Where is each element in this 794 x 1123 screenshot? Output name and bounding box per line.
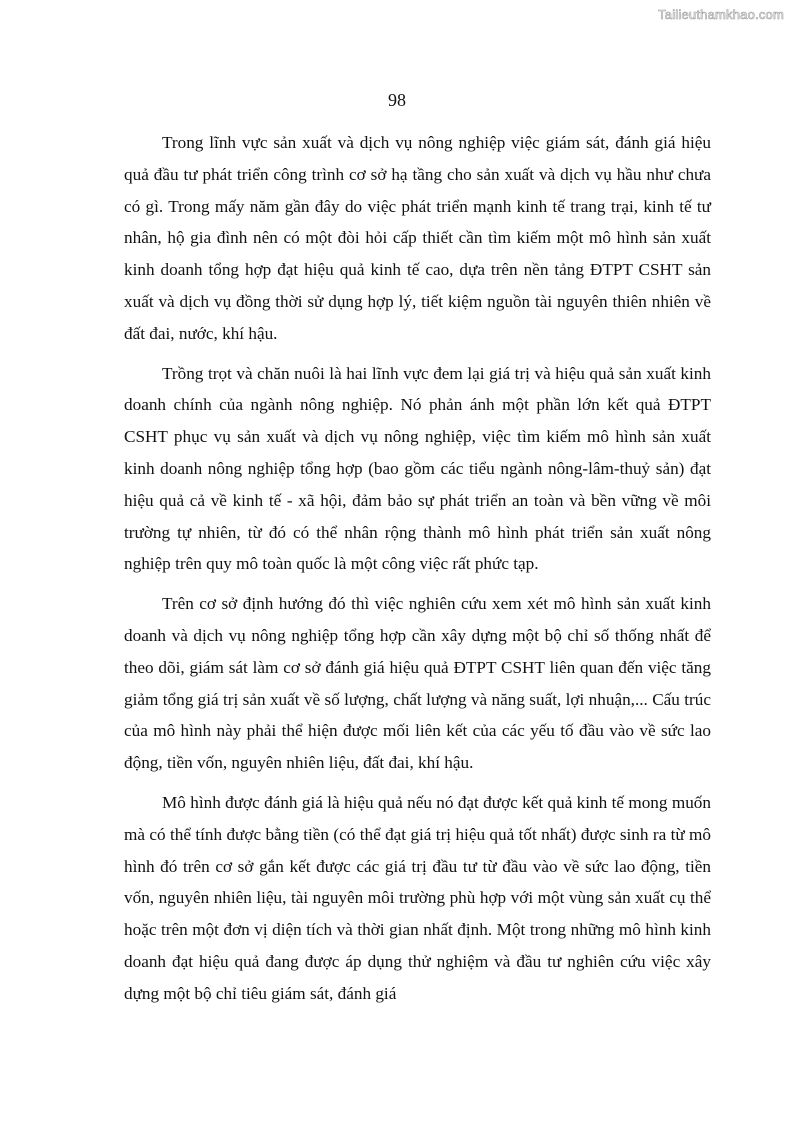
watermark-text: Tailieuthamkhao.com xyxy=(658,7,784,22)
paragraph-1: Trong lĩnh vực sản xuất và dịch vụ nông nghiệp việc giám sát, đánh giá hiệu quả đầu tư phát triển công trình cơ sở hạ tầng cho sản xuất và dịch vụ hầu như chưa có gì. Trong mấy năm gần đây do việc phát triển mạnh kinh tế trang trại, kinh tế tư nhân, hộ gia đình nên có một đòi hỏi cấp thiết cần tìm kiếm một mô hình sản xuất kinh doanh tổng hợp đạt hiệu quả kinh tế cao, dựa trên nền tảng ĐTPT CSHT sản xuất và dịch vụ đồng thời sử dụng hợp lý, tiết kiệm nguồn tài nguyên thiên nhiên về đất đai, nước, khí hậu. xyxy=(124,133,711,343)
paragraph-4: Mô hình được đánh giá là hiệu quả nếu nó đạt được kết quả kinh tế mong muốn mà có thể tính được bằng tiền (có thể đạt giá trị hiệu quả tốt nhất) được sinh ra từ mô hình đó trên cơ sở gắn kết được các giá trị đầu tư từ đầu vào về sức lao động, tiền vốn, nguyên nhiên liệu, tài nguyên môi trường phù hợp với một vùng sản xuất cụ thể hoặc trên một đơn vị diện tích và thời gian nhất định. Một trong những mô hình kinh doanh đạt hiệu quả đang được áp dụng thử nghiệm và đầu tư nghiên cứu việc xây dựng một bộ chỉ tiêu giám sát, đánh giá xyxy=(124,792,711,1003)
document-body xyxy=(124,127,711,1018)
paragraph-2: Trồng trọt và chăn nuôi là hai lĩnh vực đem lại giá trị và hiệu quả sản xuất kinh doanh chính của ngành nông nghiệp. Nó phản ánh một phần lớn kết quả ĐTPT CSHT phục vụ sản xuất và dịch vụ nông nghiệp, việc tìm kiếm mô hình sản xuất kinh doanh nông nghiệp tổng hợp (bao gồm các tiểu ngành nông-lâm-thuỷ sản) đạt hiệu quả cả về kinh tế - xã hội, đảm bảo sự phát triển an toàn và bền vững về môi trường tự nhiên, từ đó có thể nhân rộng thành mô hình phát triển sản xuất nông nghiệp trên quy mô toàn quốc là một công việc rất phức tạp. xyxy=(124,363,711,574)
page-number: 98 xyxy=(388,90,406,110)
paragraph-3: Trên cơ sở định hướng đó thì việc nghiên cứu xem xét mô hình sản xuất kinh doanh và dịch vụ nông nghiệp tổng hợp cần xây dựng một bộ chỉ số thống nhất để theo dõi, giám sát làm cơ sở đánh giá hiệu quả ĐTPT CSHT liên quan đến việc tăng giảm tổng giá trị sản xuất về số lượng, chất lượng và năng suất, lợi nhuận,... Cấu trúc của mô hình này phải thể hiện được mối liên kết của các yếu tố đầu vào về sức lao động, tiền vốn, nguyên nhiên liệu, đất đai, khí hậu. xyxy=(124,594,711,773)
